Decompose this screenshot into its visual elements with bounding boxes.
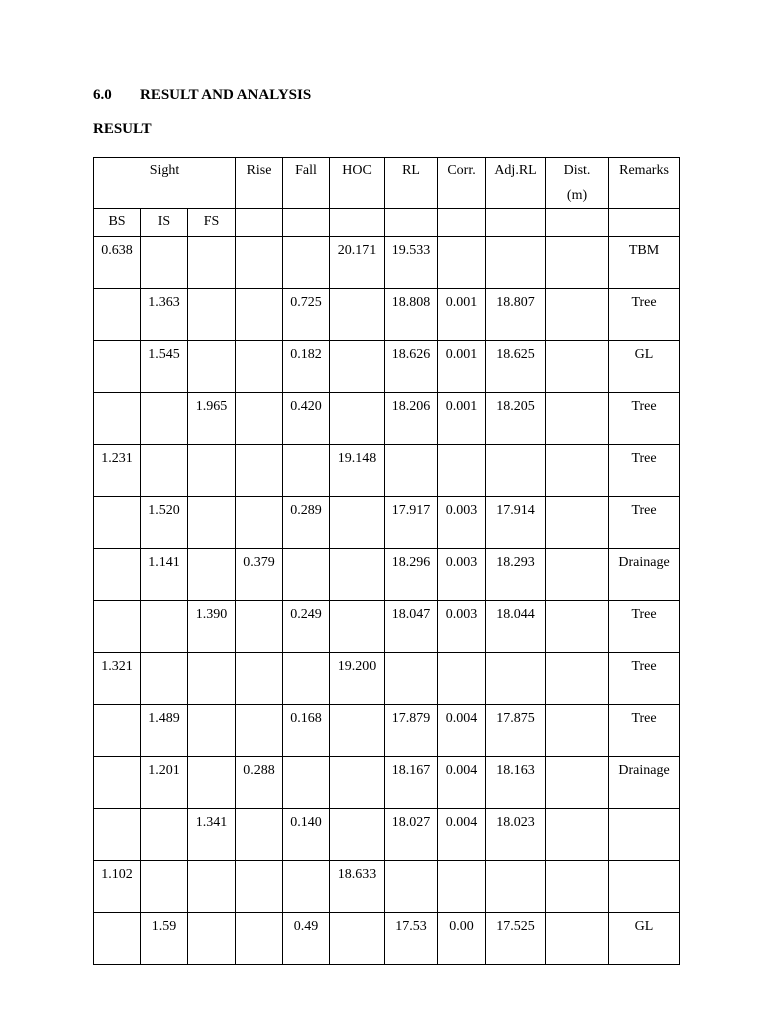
cell-fs: 1.390 — [188, 601, 236, 653]
cell-fall: 0.725 — [283, 289, 330, 341]
cell-bs: 1.231 — [94, 445, 141, 497]
cell-fall: 0.182 — [283, 341, 330, 393]
subheader-empty-fall — [283, 209, 330, 237]
table-row — [94, 445, 680, 497]
cell-rise — [236, 445, 283, 497]
cell-corr — [438, 237, 486, 289]
cell-is: 1.141 — [141, 549, 188, 601]
cell-fs — [188, 913, 236, 965]
cell-hoc — [330, 705, 385, 757]
cell-is — [141, 809, 188, 861]
cell-rl: 18.626 — [385, 341, 438, 393]
cell-dist — [546, 289, 609, 341]
cell-remarks: Tree — [609, 497, 680, 549]
cell-adj-rl — [486, 653, 546, 705]
cell-adj-rl: 18.293 — [486, 549, 546, 601]
cell-bs: 0.638 — [94, 237, 141, 289]
cell-hoc — [330, 549, 385, 601]
header-fall: Fall — [283, 158, 330, 209]
table-row — [94, 549, 680, 601]
cell-rl: 18.296 — [385, 549, 438, 601]
cell-is — [141, 445, 188, 497]
cell-hoc — [330, 341, 385, 393]
cell-rl: 18.206 — [385, 393, 438, 445]
cell-corr: 0.001 — [438, 393, 486, 445]
cell-adj-rl — [486, 861, 546, 913]
cell-adj-rl: 17.525 — [486, 913, 546, 965]
cell-remarks: Tree — [609, 653, 680, 705]
cell-remarks: GL — [609, 341, 680, 393]
cell-rl: 17.917 — [385, 497, 438, 549]
cell-dist — [546, 497, 609, 549]
cell-hoc — [330, 913, 385, 965]
cell-fs — [188, 549, 236, 601]
cell-adj-rl: 18.625 — [486, 341, 546, 393]
subheader-empty-adj-rl — [486, 209, 546, 237]
header-is: IS — [141, 209, 188, 237]
cell-fall: 0.289 — [283, 497, 330, 549]
cell-hoc — [330, 757, 385, 809]
cell-dist — [546, 445, 609, 497]
cell-corr: 0.004 — [438, 705, 486, 757]
cell-corr: 0.003 — [438, 601, 486, 653]
table-row — [94, 809, 680, 861]
table-row — [94, 653, 680, 705]
cell-corr: 0.001 — [438, 341, 486, 393]
cell-fall — [283, 653, 330, 705]
cell-rise — [236, 705, 283, 757]
cell-dist — [546, 861, 609, 913]
subheader-empty-remarks — [609, 209, 680, 237]
cell-hoc: 19.148 — [330, 445, 385, 497]
cell-is — [141, 393, 188, 445]
cell-corr — [438, 445, 486, 497]
cell-dist — [546, 653, 609, 705]
cell-corr: 0.001 — [438, 289, 486, 341]
cell-adj-rl: 17.875 — [486, 705, 546, 757]
cell-fall — [283, 861, 330, 913]
cell-fs — [188, 237, 236, 289]
cell-adj-rl: 18.023 — [486, 809, 546, 861]
cell-remarks: TBM — [609, 237, 680, 289]
cell-dist — [546, 601, 609, 653]
cell-rise — [236, 497, 283, 549]
cell-rise — [236, 341, 283, 393]
cell-adj-rl — [486, 445, 546, 497]
cell-remarks: Tree — [609, 705, 680, 757]
cell-dist — [546, 549, 609, 601]
table-row — [94, 913, 680, 965]
cell-dist — [546, 393, 609, 445]
cell-fs — [188, 861, 236, 913]
table-row — [94, 237, 680, 289]
section-number: 6.0 — [93, 87, 112, 103]
table-row — [94, 601, 680, 653]
cell-rl: 18.808 — [385, 289, 438, 341]
table-row — [94, 393, 680, 445]
header-sight: Sight — [94, 158, 236, 209]
subheader-empty-dist — [546, 209, 609, 237]
cell-hoc: 20.171 — [330, 237, 385, 289]
cell-fs: 1.965 — [188, 393, 236, 445]
cell-fall: 0.168 — [283, 705, 330, 757]
cell-hoc: 18.633 — [330, 861, 385, 913]
cell-fall — [283, 237, 330, 289]
cell-is — [141, 861, 188, 913]
cell-bs — [94, 549, 141, 601]
cell-bs — [94, 393, 141, 445]
cell-remarks: Tree — [609, 289, 680, 341]
cell-corr — [438, 861, 486, 913]
cell-adj-rl — [486, 237, 546, 289]
cell-corr: 0.004 — [438, 757, 486, 809]
cell-remarks: Tree — [609, 393, 680, 445]
cell-bs — [94, 913, 141, 965]
cell-rise — [236, 601, 283, 653]
cell-dist — [546, 341, 609, 393]
cell-fs: 1.341 — [188, 809, 236, 861]
cell-bs — [94, 705, 141, 757]
cell-adj-rl: 18.044 — [486, 601, 546, 653]
header-corr: Corr. — [438, 158, 486, 209]
subheader-row — [94, 209, 680, 237]
cell-dist — [546, 237, 609, 289]
table-row — [94, 705, 680, 757]
cell-dist — [546, 913, 609, 965]
subheader-empty-hoc — [330, 209, 385, 237]
cell-adj-rl: 18.205 — [486, 393, 546, 445]
cell-is — [141, 601, 188, 653]
cell-is: 1.545 — [141, 341, 188, 393]
table-row — [94, 497, 680, 549]
cell-adj-rl: 17.914 — [486, 497, 546, 549]
cell-fall: 0.249 — [283, 601, 330, 653]
cell-fs — [188, 757, 236, 809]
cell-fs — [188, 653, 236, 705]
subheader-empty-rl — [385, 209, 438, 237]
cell-rise — [236, 809, 283, 861]
cell-remarks: GL — [609, 913, 680, 965]
header-dist: Dist. (m) — [546, 158, 609, 209]
table-row — [94, 757, 680, 809]
cell-bs — [94, 757, 141, 809]
cell-fs — [188, 289, 236, 341]
section-heading — [93, 87, 311, 104]
cell-bs: 1.102 — [94, 861, 141, 913]
cell-remarks: Drainage — [609, 757, 680, 809]
cell-rl: 18.027 — [385, 809, 438, 861]
cell-corr: 0.003 — [438, 497, 486, 549]
cell-hoc — [330, 601, 385, 653]
levelling-table — [93, 157, 680, 965]
cell-is: 1.201 — [141, 757, 188, 809]
cell-rl — [385, 653, 438, 705]
cell-rise: 0.288 — [236, 757, 283, 809]
header-remarks: Remarks — [609, 158, 680, 209]
header-row — [94, 158, 680, 209]
cell-bs — [94, 601, 141, 653]
cell-rl: 18.047 — [385, 601, 438, 653]
table-row — [94, 861, 680, 913]
cell-bs: 1.321 — [94, 653, 141, 705]
cell-hoc: 19.200 — [330, 653, 385, 705]
result-subheading: RESULT — [93, 121, 152, 137]
cell-fs — [188, 705, 236, 757]
cell-rise: 0.379 — [236, 549, 283, 601]
cell-is — [141, 237, 188, 289]
cell-hoc — [330, 289, 385, 341]
table-row — [94, 341, 680, 393]
cell-corr: 0.004 — [438, 809, 486, 861]
cell-adj-rl: 18.163 — [486, 757, 546, 809]
cell-adj-rl: 18.807 — [486, 289, 546, 341]
cell-dist — [546, 705, 609, 757]
cell-rl — [385, 861, 438, 913]
cell-rise — [236, 289, 283, 341]
cell-remarks — [609, 861, 680, 913]
cell-is — [141, 653, 188, 705]
header-adj-rl: Adj.RL — [486, 158, 546, 209]
table-row — [94, 289, 680, 341]
cell-remarks: Tree — [609, 601, 680, 653]
cell-fall: 0.420 — [283, 393, 330, 445]
header-fs: FS — [188, 209, 236, 237]
cell-bs — [94, 289, 141, 341]
cell-bs — [94, 497, 141, 549]
cell-is: 1.489 — [141, 705, 188, 757]
cell-fs — [188, 497, 236, 549]
section-title: RESULT AND ANALYSIS — [140, 87, 312, 103]
subheader-empty-rise — [236, 209, 283, 237]
header-rise: Rise — [236, 158, 283, 209]
cell-fall: 0.49 — [283, 913, 330, 965]
cell-fs — [188, 445, 236, 497]
cell-rise — [236, 861, 283, 913]
cell-is: 1.59 — [141, 913, 188, 965]
cell-corr: 0.003 — [438, 549, 486, 601]
cell-dist — [546, 809, 609, 861]
cell-corr: 0.00 — [438, 913, 486, 965]
cell-remarks: Drainage — [609, 549, 680, 601]
header-bs: BS — [94, 209, 141, 237]
cell-rise — [236, 393, 283, 445]
cell-hoc — [330, 393, 385, 445]
cell-is: 1.520 — [141, 497, 188, 549]
cell-fall — [283, 757, 330, 809]
cell-bs — [94, 809, 141, 861]
cell-rise — [236, 653, 283, 705]
cell-fall — [283, 445, 330, 497]
cell-rl: 17.53 — [385, 913, 438, 965]
cell-corr — [438, 653, 486, 705]
cell-fall: 0.140 — [283, 809, 330, 861]
cell-rl: 17.879 — [385, 705, 438, 757]
cell-hoc — [330, 809, 385, 861]
cell-hoc — [330, 497, 385, 549]
cell-bs — [94, 341, 141, 393]
cell-rise — [236, 237, 283, 289]
cell-fs — [188, 341, 236, 393]
cell-dist — [546, 757, 609, 809]
cell-rl: 19.533 — [385, 237, 438, 289]
cell-is: 1.363 — [141, 289, 188, 341]
header-rl: RL — [385, 158, 438, 209]
cell-remarks: Tree — [609, 445, 680, 497]
cell-remarks — [609, 809, 680, 861]
cell-rl: 18.167 — [385, 757, 438, 809]
header-hoc: HOC — [330, 158, 385, 209]
cell-rl — [385, 445, 438, 497]
subheader-empty-corr — [438, 209, 486, 237]
cell-rise — [236, 913, 283, 965]
cell-fall — [283, 549, 330, 601]
